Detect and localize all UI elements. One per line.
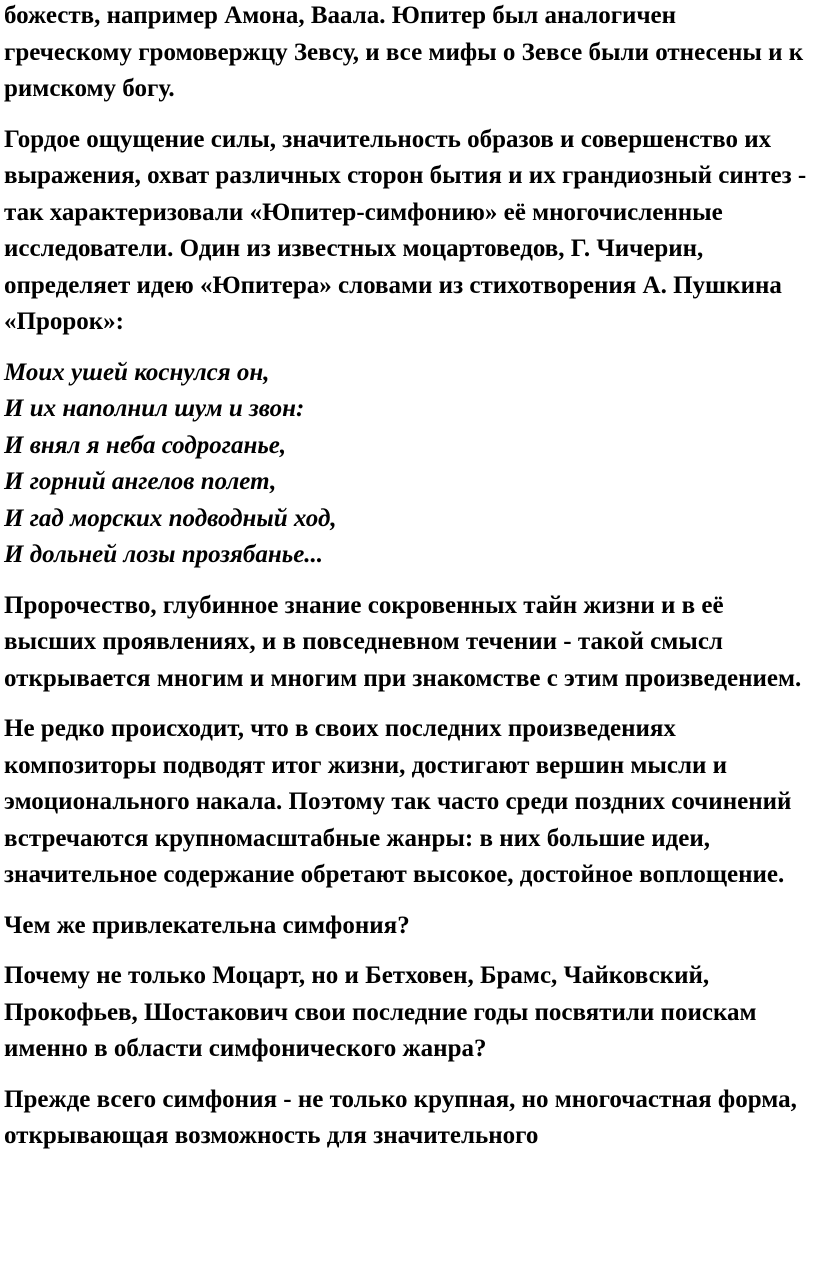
verse-line: Моих ушей коснулся он, [4, 358, 270, 386]
paragraph-question-appeal: Чем же привлекательна симфония? [4, 911, 410, 939]
verse-line: И их наполнил шум и звон: [4, 395, 305, 422]
paragraph-question-composers: Почему не только Моцарт, но и Бетховен, Брамс, Чайковский, Прокофьев, Шостакович свои последние годы посвятили поискам именно в области симфонического жанра? [4, 962, 757, 1062]
pushkin-verse [4, 355, 808, 574]
verse-line: И горний ангелов полет, [4, 468, 277, 495]
verse-line: И гад морских подводный ход, [4, 504, 337, 532]
paragraph-prophecy: Пророчество, глубинное знание сокровенных тайн жизни и в её высших проявлениях, и в повседневном течении - такой смысл открывается многим и многим при знакомстве с этим произведением. [4, 591, 802, 692]
paragraph-late-works: Не редко происходит, что в своих последних произведениях композиторы подводят итог жизни, достигают вершин мысли и эмоционального накала. Поэтому так часто среди поздних сочинений встречаются крупномасштабные жанры: в них большие идеи, значительное содержание обретают высокое, достойное воплощение. [4, 715, 792, 888]
verse-line: И дольней лозы прозябанье... [4, 541, 324, 568]
verse-line: И внял я неба содроганье, [4, 431, 287, 459]
paragraph-deities: божеств, например Амона, Ваала. Юпитер был аналогичен греческому громовержцу Зевсу, и все мифы о Зевсе были отнесены и к римскому богу. [4, 2, 804, 102]
paragraph-symphony-form: Прежде всего симфония - не только крупная, но многочастная форма, открывающая возможность для значительного [4, 1085, 797, 1149]
paragraph-jupiter-symphony: Гордое ощущение силы, значительность образов и совершенство их выражения, охват различных сторон бытия и их грандиозный синтез - так характеризовали «Юпитер-симфонию» её многочисленные исследователи. Один из известных моцартоведов, Г. Чичерин, определяет идею «Юпитера» словами из стихотворения А. Пушкина «Пророк»: [4, 125, 807, 335]
